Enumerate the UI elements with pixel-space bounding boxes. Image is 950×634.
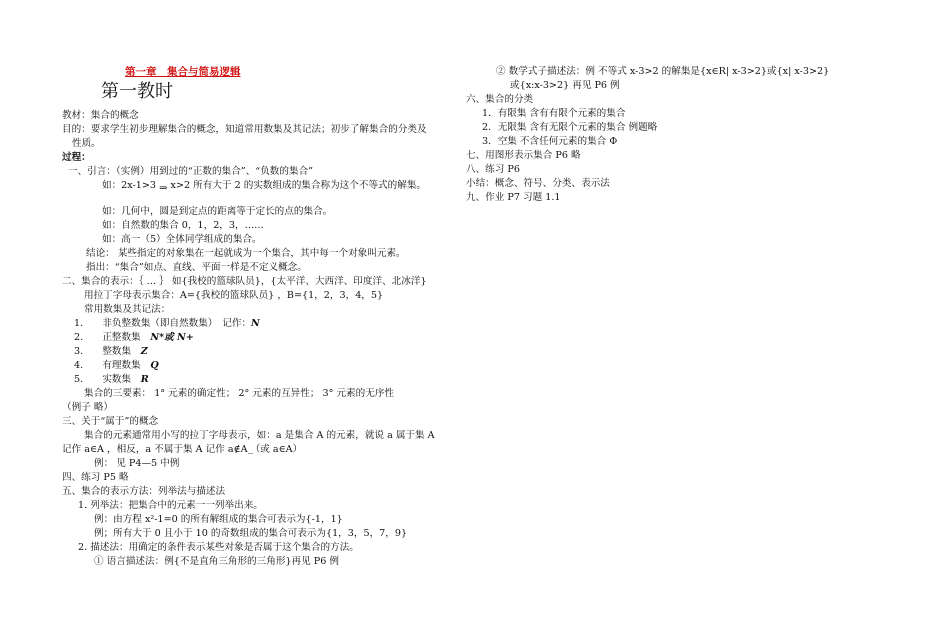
implies-arrow-icon: ⇒ xyxy=(159,183,168,194)
text-line: 集合的三要素： 1° 元素的确定性； 2° 元素的互异性； 3° 元素的无序性 xyxy=(84,388,395,399)
section-heading: 过程： xyxy=(62,152,91,163)
math-symbol: N xyxy=(251,318,260,329)
overline-mark: ‾ xyxy=(248,453,253,464)
lesson-title: 第一教时 xyxy=(101,81,173,102)
text-line: ② 数学式子描述法：例 不等式 x-3>2 的解集是{x∈R| x-3>2}或{x| x-3>2} xyxy=(496,66,830,77)
text-line: 例： 见 P4—5 中例 xyxy=(94,458,180,469)
text-line: 目的：要求学生初步理解集合的概念，知道常用数集及其记法；初步了解集合的分类及 xyxy=(62,124,427,135)
math-symbol: Q xyxy=(150,360,159,371)
text-line: 如：高一（5）全体同学组成的集合。 xyxy=(102,234,262,245)
text-line: 教材：集合的概念 xyxy=(62,110,139,121)
text-line: 如：几何中，圆是到定点的距离等于定长的点的集合。 xyxy=(102,206,333,217)
list-item: ① 语言描述法：例{不是直角三角形的三角形}再见 P6 例 xyxy=(94,556,339,567)
text-line: 一、引言：（实例）用到过的“正数的集合”、“负数的集合” xyxy=(68,166,314,177)
math-symbol: N*或 N+ xyxy=(150,332,194,343)
text-line: 小结：概念、符号、分类、表示法 xyxy=(466,178,610,189)
text-fragment: 1. 非负整数集（即自然数集） 记作： xyxy=(74,318,252,329)
text-line: 九、作业 P7 习题 1.1 xyxy=(466,192,561,203)
text-line: 如：自然数的集合 0，1，2，3，…… xyxy=(102,220,264,231)
text-line xyxy=(102,180,426,192)
list-item: 1．有限集 含有有限个元素的集合 xyxy=(482,108,626,119)
list-item: 2．无限集 含有无限个元素的集合 例题略 xyxy=(482,122,658,133)
text-line: 常用数集及其记法： xyxy=(84,304,171,315)
text-line: 结论： 某些指定的对象集在一起就成为一个集合，其中每一个对象叫元素。 xyxy=(86,248,406,259)
text-fragment: 5. 实数集 xyxy=(74,374,141,385)
text-line: 六、集合的分类 xyxy=(466,94,534,105)
text-line: 记作 a∈A ，相反，a 不属于集 A 记作 a∉A （或 a∈A） xyxy=(62,444,303,455)
text-fragment: 3. 整数集 xyxy=(74,346,141,357)
text-line: 三、关于“属于”的概念 xyxy=(62,416,159,427)
list-item xyxy=(74,374,149,386)
math-symbol: R xyxy=(140,374,149,385)
list-item xyxy=(74,360,159,372)
text-line: 集合的元素通常用小写的拉丁字母表示，如：a 是集合 A 的元素，就说 a 属于集 A xyxy=(84,430,435,441)
text-fragment: x>2 所有大于 2 的实数组成的集合称为这个不等式的解集。 xyxy=(170,180,427,191)
text-line: 二、集合的表示：｛ … ｝ 如{我校的篮球队员}，{太平洋、大西洋、印度洋、北冰洋} xyxy=(62,276,427,287)
list-item: 3．空集 不含任何元素的集合 Φ xyxy=(482,136,618,147)
text-fragment: 如：2x-1>3 xyxy=(102,180,157,191)
text-line: 例；所有大于 0 且小于 10 的奇数组成的集合可表示为{1，3，5，7，9} xyxy=(94,528,408,539)
text-line: 四、练习 P5 略 xyxy=(62,472,129,483)
list-item xyxy=(74,332,194,344)
text-line: 用拉丁字母表示集合：A={我校的篮球队员} ，B={1，2，3，4，5} xyxy=(84,290,384,301)
text-line: 八、练习 P6 xyxy=(466,164,520,175)
text-line: （例子 略） xyxy=(62,402,114,413)
text-line: 五、集合的表示方法：列举法与描述法 xyxy=(62,486,226,497)
text-line: 指出：“集合”如点、直线、平面一样是不定义概念。 xyxy=(86,262,307,273)
list-item: 1. 列举法：把集合中的元素一一列举出来。 xyxy=(78,500,263,511)
list-item xyxy=(74,318,260,330)
text-line: 七、用图形表示集合 P6 略 xyxy=(466,150,581,161)
list-item: 2. 描述法：用确定的条件表示某些对象是否属于这个集合的方法。 xyxy=(78,542,359,553)
text-fragment: 4. 有理数集 xyxy=(74,360,151,371)
chapter-title: 第一章 集合与简易逻辑 xyxy=(125,66,241,78)
text-line: 或{x:x-3>2} 再见 P6 例 xyxy=(510,80,620,91)
text-line: 例：由方程 x²-1=0 的所有解组成的集合可表示为{-1，1} xyxy=(94,514,343,525)
text-fragment: 2. 正整数集 xyxy=(74,332,151,343)
math-symbol: Z xyxy=(140,346,148,357)
text-line: 性质。 xyxy=(72,138,101,149)
list-item xyxy=(74,346,148,358)
